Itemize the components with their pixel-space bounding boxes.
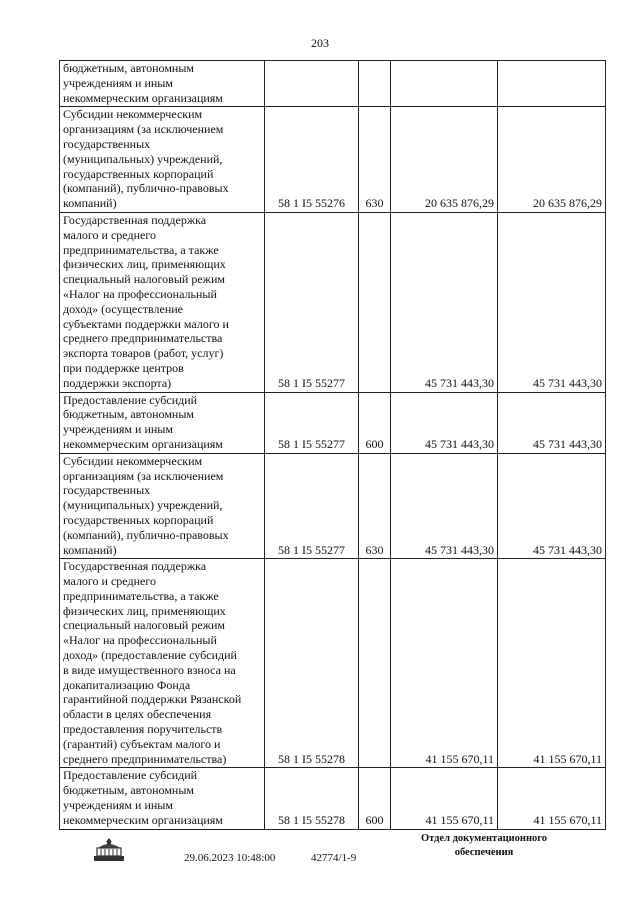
sum2-cell (498, 61, 606, 107)
table-row (60, 768, 606, 829)
sum2-cell: 20 635 876,29 (498, 107, 606, 213)
sum2-cell: 41 155 670,11 (498, 768, 606, 829)
name-cell: Государственная поддержка малого и среднего предпринимательства, а также физических лиц, применяющих специальный налоговый режим «Налог на профессиональный доход» (осуществление субъектами поддержки малого и среднего предпринимательства экспорта товаров (работ, услуг) при поддержке центров поддержки экспорта) (60, 212, 265, 392)
vr-cell (359, 61, 391, 107)
sum1-cell: 20 635 876,29 (391, 107, 498, 213)
table-row (60, 453, 606, 559)
footer-department-text: Отдел документационного обеспечения (420, 833, 548, 858)
vr-cell: 600 (359, 392, 391, 453)
name-cell: Предоставление субсидий бюджетным, автономным учреждениям и иным некоммерческим организациям (60, 392, 265, 453)
duma-seal-logo (92, 836, 126, 862)
sum2-cell: 45 731 443,30 (498, 453, 606, 559)
code-cell: 58 1 I5 55278 (265, 559, 359, 768)
vr-cell: 630 (359, 107, 391, 213)
sum1-cell: 45 731 443,30 (391, 212, 498, 392)
table-row (60, 61, 606, 107)
code-cell: 58 1 I5 55277 (265, 212, 359, 392)
vr-cell: 600 (359, 768, 391, 829)
footer-doc-number: 42774/1-9 (311, 852, 357, 864)
page-number: 203 (311, 36, 329, 50)
table-row (60, 212, 606, 392)
code-cell: 58 1 I5 55278 (265, 768, 359, 829)
sum1-cell: 41 155 670,11 (391, 559, 498, 768)
vr-cell (359, 212, 391, 392)
sum2-cell: 45 731 443,30 (498, 392, 606, 453)
footer-department (386, 832, 582, 860)
name-cell: бюджетным, автономным учреждениям и иным некоммерческим организациям (60, 61, 265, 107)
name-cell: Субсидии некоммерческим организациям (за исключением государственных (муниципальных) учреждений, государственных корпораций (компаний), публично-правовых компаний) (60, 453, 265, 559)
name-cell: Предоставление субсидий бюджетным, автономным учреждениям и иным некоммерческим организациям (60, 768, 265, 829)
sum1-cell: 45 731 443,30 (391, 392, 498, 453)
table-row (60, 107, 606, 213)
sum1-cell: 41 155 670,11 (391, 768, 498, 829)
footer-datetime: 29.06.2023 10:48:00 (184, 852, 276, 864)
vr-cell (359, 559, 391, 768)
name-cell: Государственная поддержка малого и среднего предпринимательства, а также физических лиц, применяющих специальный налоговый режим «Налог на профессиональный доход» (предоставление субсидий в виде имущественного взноса на докапитализацию Фонда гарантийной поддержки Рязанской области в целях обеспечения предоставления поручительств (гарантий) субъектам малого и среднего предпринимательства) (60, 559, 265, 768)
code-cell (265, 61, 359, 107)
sum2-cell: 41 155 670,11 (498, 559, 606, 768)
code-cell: 58 1 I5 55277 (265, 392, 359, 453)
sum1-cell: 45 731 443,30 (391, 453, 498, 559)
budget-table (59, 60, 606, 830)
vr-cell: 630 (359, 453, 391, 559)
sum2-cell: 45 731 443,30 (498, 212, 606, 392)
table-row (60, 559, 606, 768)
sum1-cell (391, 61, 498, 107)
table-row (60, 392, 606, 453)
code-cell: 58 1 I5 55277 (265, 453, 359, 559)
code-cell: 58 1 I5 55276 (265, 107, 359, 213)
name-cell: Субсидии некоммерческим организациям (за исключением государственных (муниципальных) учреждений, государственных корпораций (компаний), публично-правовых компаний) (60, 107, 265, 213)
